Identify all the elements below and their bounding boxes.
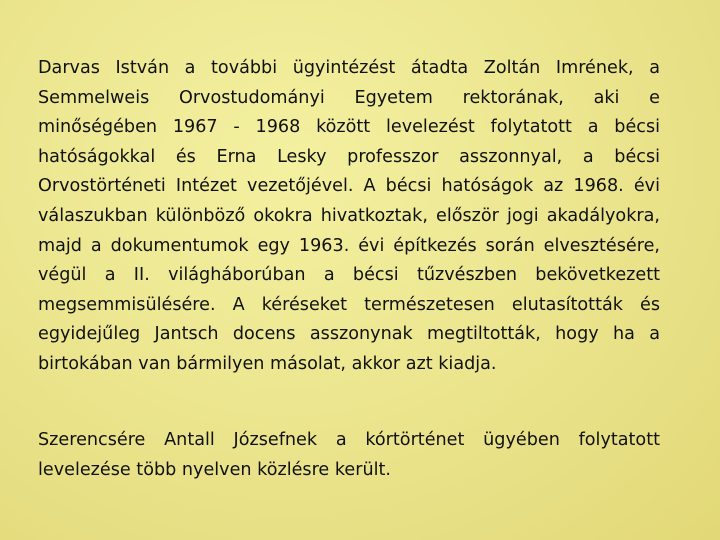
paragraph-correspondence: Darvas István a további ügyintézést átadta Zoltán Imrének, a Semmelweis Orvostudományi Egyetem rektorának, aki e minőségében 1967 - 1968 között levelezést folytatott a bécsi hatóságokkal és Erna Lesky professzor asszonnyal, a bécsi Orvostörténeti Intézet vezetőjével. A bécsi hatóságok az 1968. évi válaszukban különböző okokra hivatkoztak, először jogi akadályokra, majd a dokumentumok egy 1963. évi építkezés során elvesztésére, végül a II. világháborúban a bécsi tűzvészben bekövetkezett megsemmisülésére. A kéréseket természetesen elutasították és egyidejűleg Jantsch docens asszonynak megtiltották, hogy ha a birtokában van bármilyen másolat, akkor azt kiadja. [38, 58, 660, 374]
paragraph-antall-letters: Szerencsére Antall Józsefnek a kórtörténet ügyében folytatott levelezése több nyelven közlésre került. [38, 430, 660, 480]
